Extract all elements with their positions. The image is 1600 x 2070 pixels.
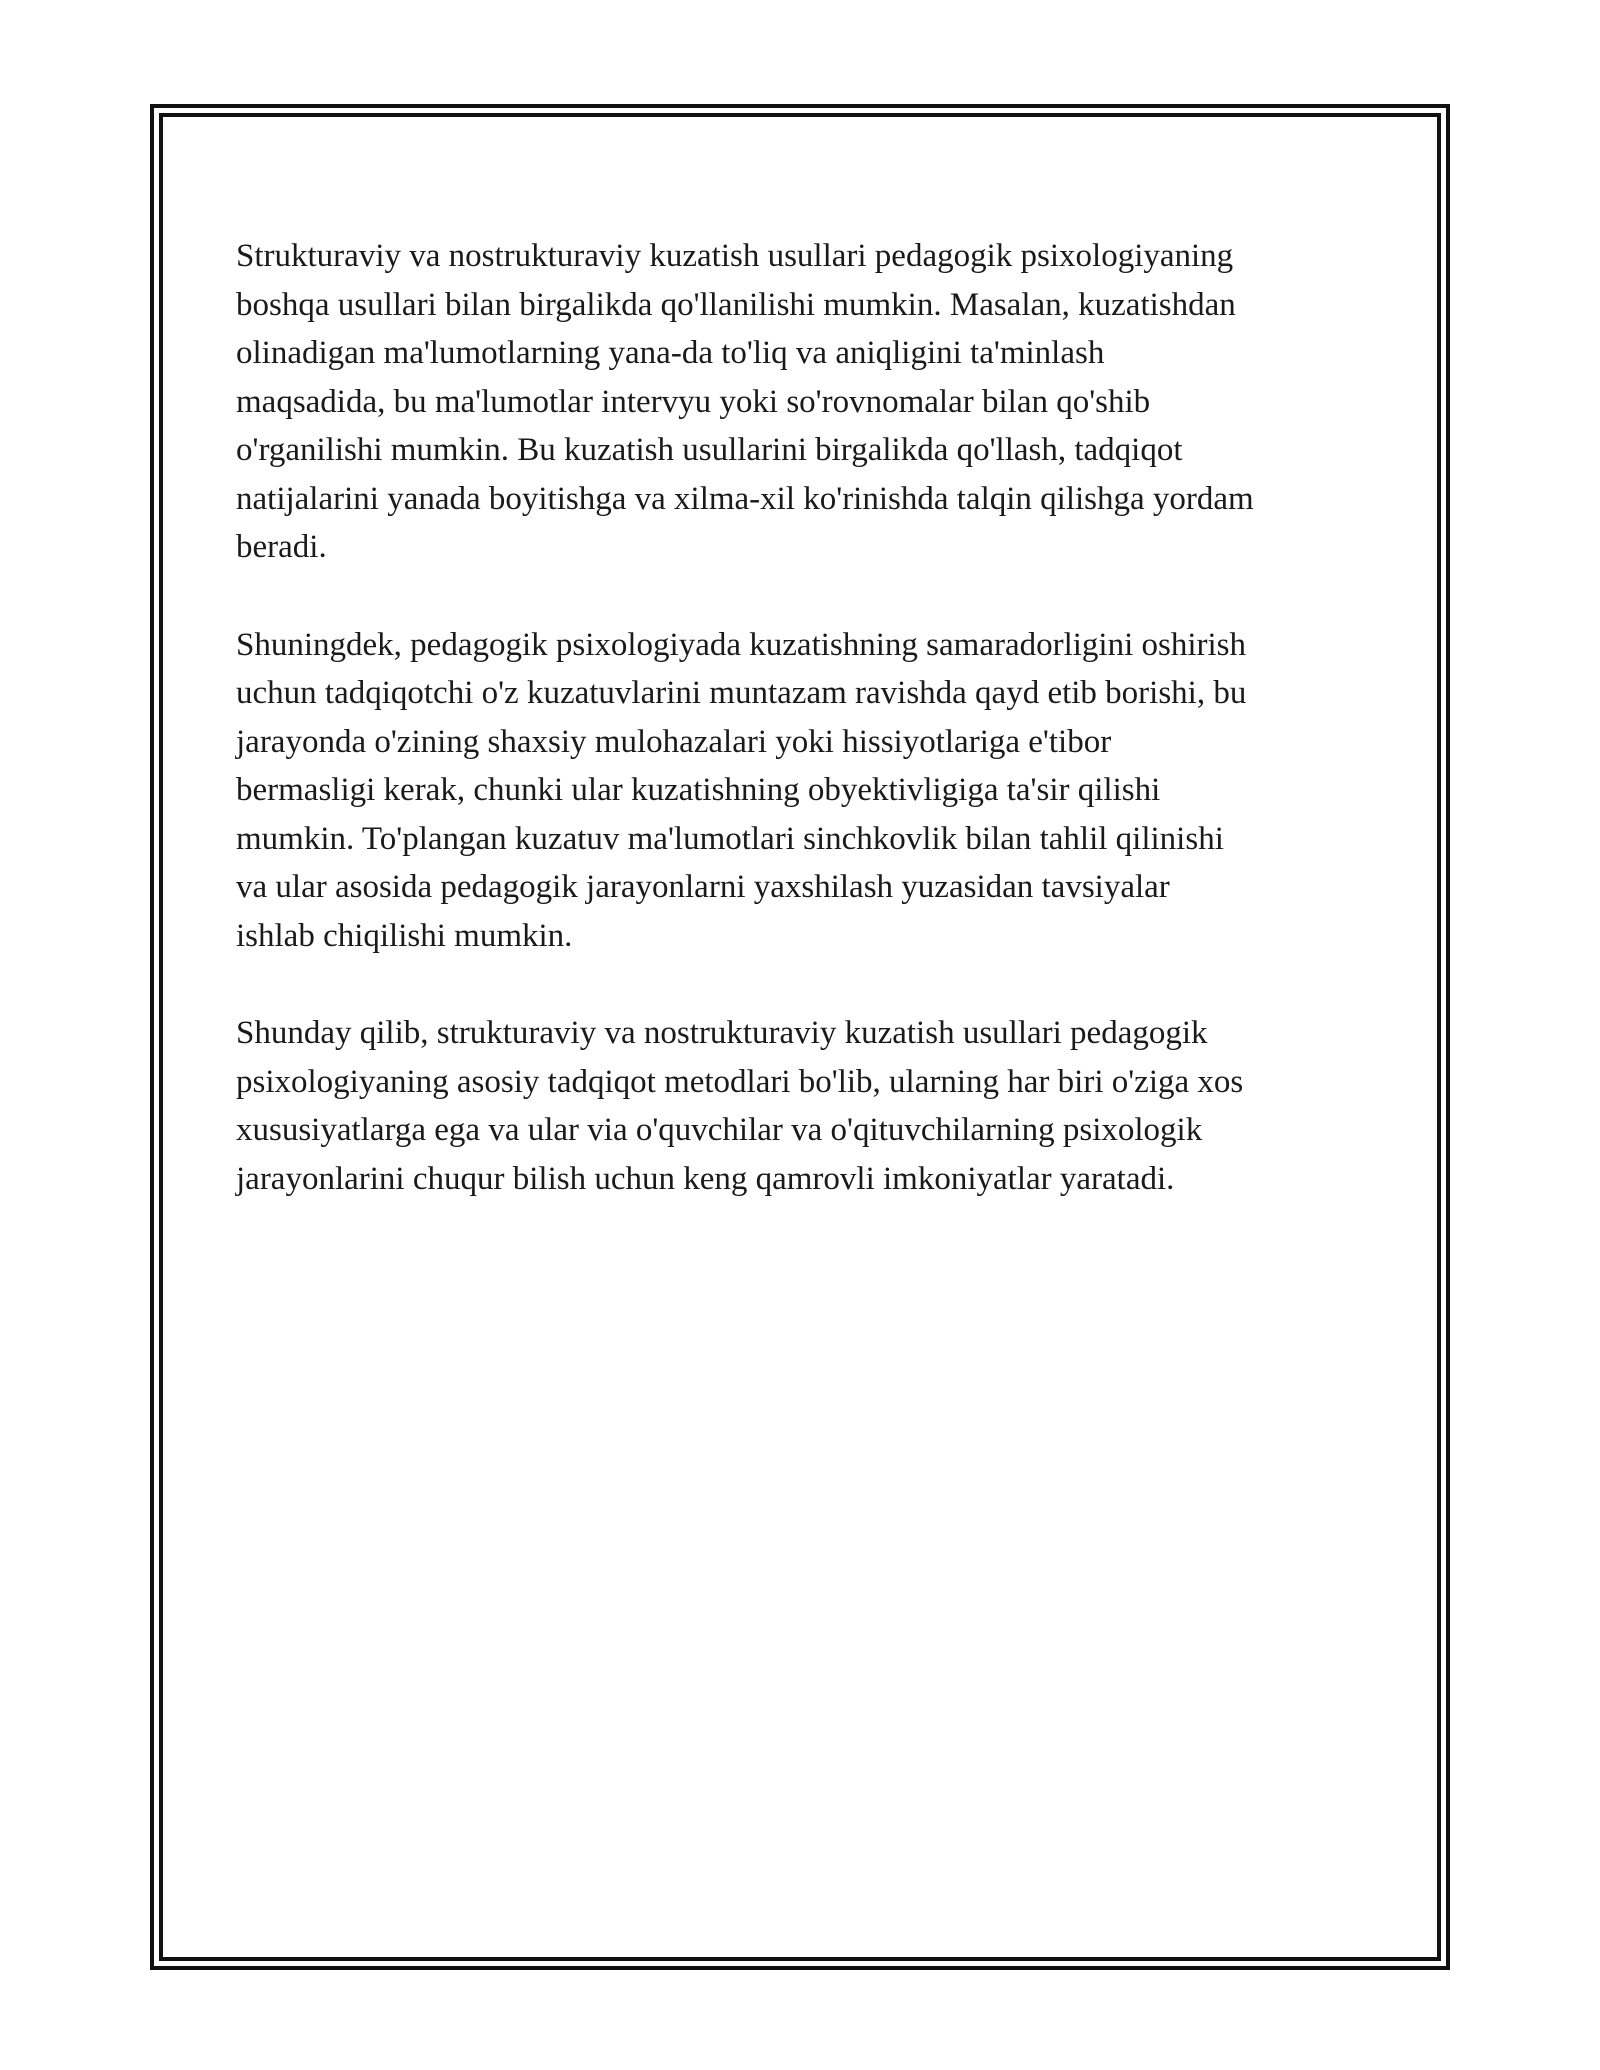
paragraph-2: Shuningdek, pedagogik psixologiyada kuzatishning samaradorligini oshirish uchun tadqiqotchi o'z kuzatuvlarini muntazam ravishda qayd etib borishi, bu jarayonda o'zining shaxsiy mulohazalari yoki hissiyotlariga e'tibor bermasligi kerak, chunki ular kuzatishning obyektivligiga ta'sir qilishi mumkin. To'plangan kuzatuv ma'lumotlari sinchkovlik bilan tahlil qilinishi va ular asosida pedagogik jarayonlarni yaxshilash yuzasidan tavsiyalar ishlab chiqilishi mumkin. [236,626,1247,954]
document-body [236,232,1386,1252]
paragraph-1: Strukturaviy va nostrukturaviy kuzatish usullari pedagogik psixologiyaning boshqa usullari bilan birgalikda qo'llanilishi mumkin. Masalan, kuzatishdan olinadigan ma'lumotlarning yana-da to'liq va aniqligini ta'minlash maqsadida, bu ma'lumotlar intervyu yoki so'rovnomalar bilan qo'shib o'rganilishi mumkin. Bu kuzatish usullarini birgalikda qo'llash, tadqiqot natijalarini yanada boyitishga va xilma-xil ko'rinishda talqin qilishga yordam beradi. [236,238,1254,565]
paragraph-3: Shunday qilib, strukturaviy va nostrukturaviy kuzatish usullari pedagogik psixologiyaning asosiy tadqiqot metodlari bo'lib, ularning har biri o'ziga xos xususiyatlarga ega va ular via o'quvchilar va o'qituvchilarning psixologik jarayonlarini chuqur bilish uchun keng qamrovli imkoniyatlar yaratadi. [236,1015,1244,1197]
